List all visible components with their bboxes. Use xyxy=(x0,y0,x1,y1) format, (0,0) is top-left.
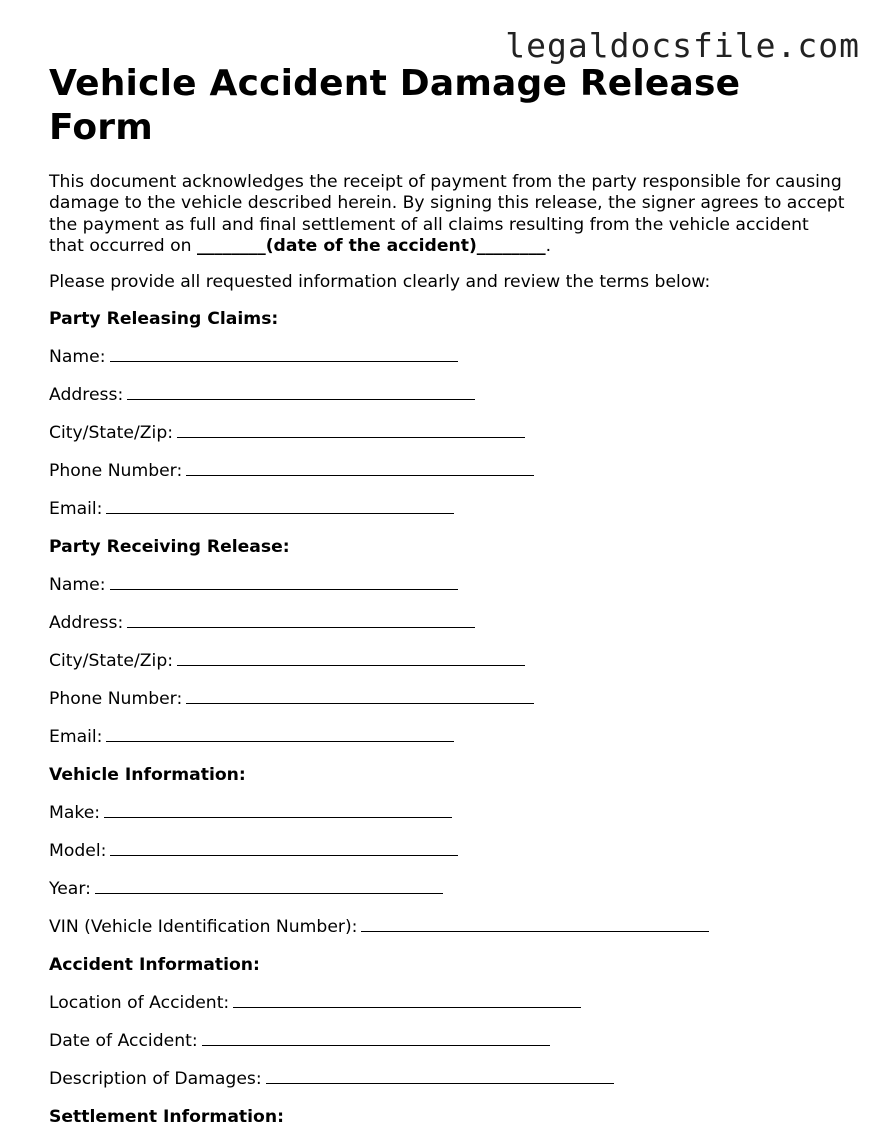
releasing-phone-field xyxy=(49,452,849,490)
section-heading-settlement: Settlement Information: xyxy=(49,1107,284,1128)
accident-date-field xyxy=(49,1022,849,1060)
field-label: Phone Number: xyxy=(49,689,183,710)
releasing-email-blank[interactable] xyxy=(106,499,454,514)
field-label: Email: xyxy=(49,727,103,748)
field-label: Address: xyxy=(49,385,124,406)
receiving-city-field xyxy=(49,642,849,680)
receiving-name-field xyxy=(49,566,849,604)
field-label: Location of Accident: xyxy=(49,993,230,1014)
section-heading-releasing: Party Releasing Claims: xyxy=(49,309,279,330)
releasing-name-field xyxy=(49,338,849,376)
vehicle-make-blank[interactable] xyxy=(104,803,452,818)
field-label: Make: xyxy=(49,803,101,824)
field-label: City/State/Zip: xyxy=(49,651,174,672)
receiving-email-blank[interactable] xyxy=(106,727,454,742)
vehicle-model-field xyxy=(49,832,849,870)
section-heading-accident: Accident Information: xyxy=(49,955,260,976)
section-heading-vehicle: Vehicle Information: xyxy=(49,765,246,786)
receiving-name-blank[interactable] xyxy=(110,575,458,590)
releasing-city-blank[interactable] xyxy=(177,423,525,438)
vehicle-vin-blank[interactable] xyxy=(361,917,709,932)
watermark: legaldocsfile.com xyxy=(505,26,860,65)
releasing-address-field xyxy=(49,376,849,414)
field-label: Model: xyxy=(49,841,107,862)
receiving-address-field xyxy=(49,604,849,642)
field-label: Email: xyxy=(49,499,103,520)
vehicle-year-blank[interactable] xyxy=(95,879,443,894)
releasing-name-blank[interactable] xyxy=(110,347,458,362)
releasing-city-field xyxy=(49,414,849,452)
releasing-address-blank[interactable] xyxy=(127,385,475,400)
field-label: Name: xyxy=(49,575,106,596)
field-label: City/State/Zip: xyxy=(49,423,174,444)
releasing-email-field xyxy=(49,490,849,528)
receiving-phone-field xyxy=(49,680,849,718)
field-label: Name: xyxy=(49,347,106,368)
intro-paragraph xyxy=(49,172,849,257)
accident-location-field xyxy=(49,984,849,1022)
vehicle-make-field xyxy=(49,794,849,832)
field-label: VIN (Vehicle Identification Number): xyxy=(49,917,358,938)
accident-date-blank[interactable]: ________(date of the accident)________ xyxy=(196,235,546,256)
vehicle-year-field xyxy=(49,870,849,908)
field-label: Description of Damages: xyxy=(49,1069,262,1090)
field-label: Phone Number: xyxy=(49,461,183,482)
accident-description-blank[interactable] xyxy=(266,1069,614,1084)
field-label: Year: xyxy=(49,879,91,900)
field-label: Address: xyxy=(49,613,124,634)
receiving-address-blank[interactable] xyxy=(127,613,475,628)
receiving-city-blank[interactable] xyxy=(177,651,525,666)
document-page xyxy=(49,62,849,1136)
accident-location-blank[interactable] xyxy=(233,993,581,1008)
vehicle-model-blank[interactable] xyxy=(110,841,458,856)
accident-description-field xyxy=(49,1060,849,1098)
receiving-email-field xyxy=(49,718,849,756)
accident-date-line[interactable] xyxy=(202,1031,550,1046)
releasing-phone-blank[interactable] xyxy=(186,461,534,476)
intro-text: This document acknowledges the receipt of payment from the party responsible for causing damage to the vehicle described herein. By signing this release, the signer agrees to accept the payment as full and final settlement of all claims resulting from the vehicle accident that occurred on xyxy=(49,172,845,256)
field-label: Date of Accident: xyxy=(49,1031,198,1052)
intro-end: . xyxy=(545,235,552,256)
section-heading-receiving: Party Receiving Release: xyxy=(49,537,290,558)
receiving-phone-blank[interactable] xyxy=(186,689,534,704)
page-title: Vehicle Accident Damage Release Form xyxy=(49,63,741,148)
vehicle-vin-field xyxy=(49,908,849,946)
instructions: Please provide all requested information clearly and review the terms below: xyxy=(49,272,711,293)
